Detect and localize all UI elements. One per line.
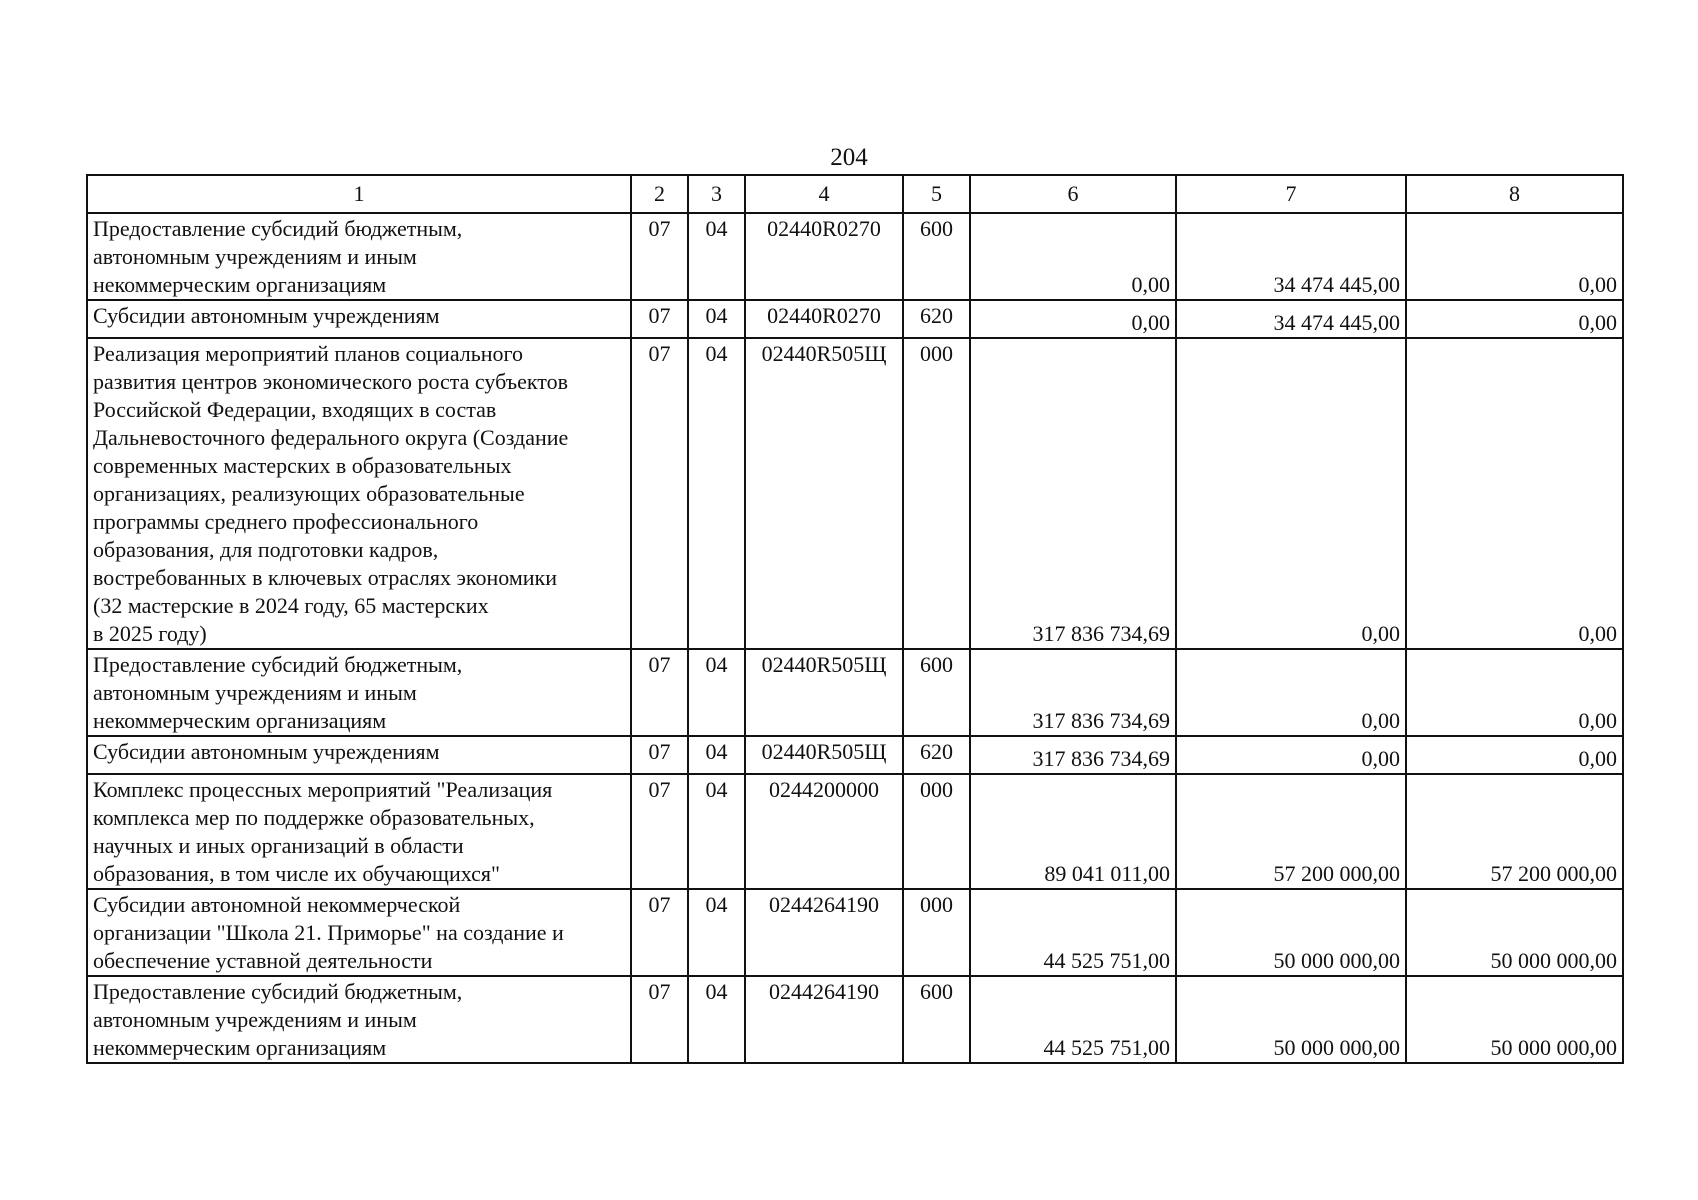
column-header-7: 7	[1176, 175, 1406, 213]
table-header	[87, 175, 1623, 213]
row-amount-8: 57 200 000,00	[1406, 774, 1623, 889]
row-expense-type: 000	[903, 338, 970, 649]
row-target-article: 0244264190	[745, 889, 903, 976]
row-amount-7: 57 200 000,00	[1176, 774, 1406, 889]
row-section: 07	[631, 649, 688, 736]
column-header-6: 6	[970, 175, 1176, 213]
row-expense-type: 620	[903, 300, 970, 338]
row-section: 07	[631, 338, 688, 649]
row-subsection: 04	[688, 300, 745, 338]
row-name: Предоставление субсидий бюджетным, автономным учреждениям и иным некоммерческим организациям	[87, 649, 631, 736]
row-expense-type: 600	[903, 649, 970, 736]
row-amount-7: 50 000 000,00	[1176, 976, 1406, 1063]
column-header-5: 5	[903, 175, 970, 213]
column-header-2: 2	[631, 175, 688, 213]
row-section: 07	[631, 976, 688, 1063]
row-amount-8: 0,00	[1406, 649, 1623, 736]
table-row	[87, 300, 1623, 338]
row-expense-type: 000	[903, 889, 970, 976]
row-amount-6: 44 525 751,00	[970, 889, 1176, 976]
row-name: Субсидии автономным учреждениям	[87, 736, 631, 774]
row-name: Предоставление субсидий бюджетным, автономным учреждениям и иным некоммерческим организациям	[87, 976, 631, 1063]
row-amount-8: 50 000 000,00	[1406, 976, 1623, 1063]
table-row	[87, 774, 1623, 889]
row-subsection: 04	[688, 976, 745, 1063]
column-header-3: 3	[688, 175, 745, 213]
row-expense-type: 600	[903, 976, 970, 1063]
column-header-8: 8	[1406, 175, 1623, 213]
row-amount-6: 317 836 734,69	[970, 649, 1176, 736]
row-expense-type: 600	[903, 213, 970, 300]
row-amount-6: 317 836 734,69	[970, 338, 1176, 649]
row-subsection: 04	[688, 213, 745, 300]
row-amount-8: 0,00	[1406, 300, 1623, 338]
row-expense-type: 000	[903, 774, 970, 889]
row-section: 07	[631, 889, 688, 976]
row-name: Реализация мероприятий планов социального развития центров экономического роста субъектов Российской Федерации, входящих в состав Дальневосточного федерального округа (Создание современных мастерских в образовательных организациях, реализующих образовательные программы среднего профессионального образования, для подготовки кадров, востребованных в ключевых отраслях экономики (32 мастерские в 2024 году, 65 мастерских в 2025 году)	[87, 338, 631, 649]
row-target-article: 02440R0270	[745, 300, 903, 338]
row-subsection: 04	[688, 774, 745, 889]
row-amount-8: 0,00	[1406, 213, 1623, 300]
row-amount-6: 0,00	[970, 300, 1176, 338]
row-name: Субсидии автономной некоммерческой организации "Школа 21. Приморье" на создание и обеспечение уставной деятельности	[87, 889, 631, 976]
row-section: 07	[631, 213, 688, 300]
row-name: Субсидии автономным учреждениям	[87, 300, 631, 338]
table-row	[87, 976, 1623, 1063]
row-amount-7: 0,00	[1176, 736, 1406, 774]
table-row	[87, 338, 1623, 649]
table-row	[87, 649, 1623, 736]
table-row	[87, 736, 1623, 774]
budget-table	[86, 174, 1624, 1064]
row-subsection: 04	[688, 649, 745, 736]
row-target-article: 02440R505Щ	[745, 649, 903, 736]
page-number: 204	[830, 144, 868, 171]
row-expense-type: 620	[903, 736, 970, 774]
row-target-article: 02440R505Щ	[745, 338, 903, 649]
row-subsection: 04	[688, 736, 745, 774]
column-header-4: 4	[745, 175, 903, 213]
row-name: Предоставление субсидий бюджетным, автономным учреждениям и иным некоммерческим организациям	[87, 213, 631, 300]
table-row	[87, 889, 1623, 976]
row-amount-8: 0,00	[1406, 338, 1623, 649]
row-name: Комплекс процессных мероприятий "Реализация комплекса мер по поддержке образовательных, научных и иных организаций в области образования, в том числе их обучающихся"	[87, 774, 631, 889]
table-row	[87, 213, 1623, 300]
column-header-1: 1	[87, 175, 631, 213]
row-amount-6: 0,00	[970, 213, 1176, 300]
table-body	[87, 213, 1623, 1063]
row-amount-8: 50 000 000,00	[1406, 889, 1623, 976]
row-amount-6: 317 836 734,69	[970, 736, 1176, 774]
row-amount-6: 44 525 751,00	[970, 976, 1176, 1063]
row-amount-8: 0,00	[1406, 736, 1623, 774]
row-amount-7: 34 474 445,00	[1176, 300, 1406, 338]
row-amount-7: 0,00	[1176, 338, 1406, 649]
row-target-article: 02440R0270	[745, 213, 903, 300]
row-subsection: 04	[688, 889, 745, 976]
row-amount-7: 0,00	[1176, 649, 1406, 736]
row-subsection: 04	[688, 338, 745, 649]
row-target-article: 0244264190	[745, 976, 903, 1063]
row-target-article: 02440R505Щ	[745, 736, 903, 774]
header-row	[87, 175, 1623, 213]
row-amount-7: 34 474 445,00	[1176, 213, 1406, 300]
row-amount-7: 50 000 000,00	[1176, 889, 1406, 976]
row-amount-6: 89 041 011,00	[970, 774, 1176, 889]
row-section: 07	[631, 300, 688, 338]
row-target-article: 0244200000	[745, 774, 903, 889]
row-section: 07	[631, 736, 688, 774]
row-section: 07	[631, 774, 688, 889]
